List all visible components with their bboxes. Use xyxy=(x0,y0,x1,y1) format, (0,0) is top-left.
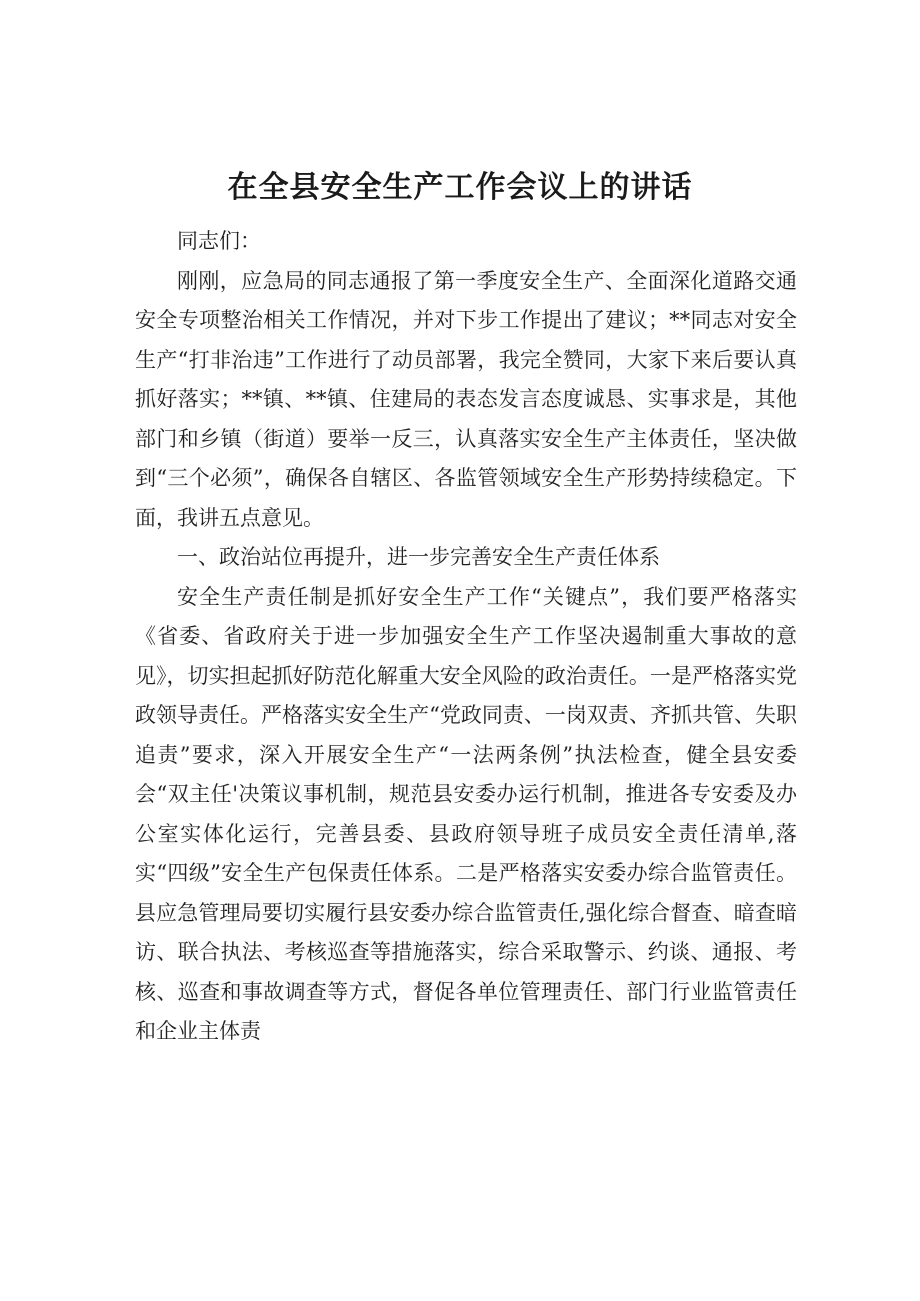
salutation: 同志们： xyxy=(177,229,261,253)
section-heading: 一、政治站位再提升，进一步完善安全生产责任体系 xyxy=(177,545,660,569)
document-title: 在全县安全生产工作会议上的讲话 xyxy=(227,170,693,205)
section-paragraph: 安全生产责任制是抓好安全生产工作“关键点”，我们要严格落实《省委、省政府关于进一步加强安全生产工作坚决遏制重大事故的意见》，切实担起抓好防范化解重大安全风险的政治责任。一是严格落实党政领导责任。严格落实安全生产“党政同责、一岗双责、齐抓共管、失职追责”要求，深入开展安全生产“一法两条例”执法检查，健全县安委会“双主任'决策议事机制，规范县安委办运行机制，推进各专安委及办公室实体化运行，完善县委、县政府领导班子成员安全责任清单,落实“四级”安全生产包保责任体系。二是严格落实安委办综合监管责任。县应急管理局要切实履行县安委办综合监管责任,强化综合督查、暗查暗访、联合执法、考核巡查等措施落实，综合采取警示、约谈、通报、考核、巡查和事故调查等方式，督促各单位管理责任、部门行业监管责任和企业主体责 xyxy=(135,584,797,1043)
document-body xyxy=(135,222,797,1052)
opening-paragraph: 刚刚，应急局的同志通报了第一季度安全生产、全面深化道路交通安全专项整治相关工作情况，并对下步工作提出了建议；**同志对安全生产“打非治违”工作进行了动员部署，我完全赞同，大家下来后要认真抓好落实；**镇、**镇、住建局的表态发言态度诚恳、实事求是，其他部门和乡镇（街道）要举一反三，认真落实安全生产主体责任，坚决做到“三个必须”，确保各自辖区、各监管领域安全生产形势持续稳定。下面，我讲五点意见。 xyxy=(135,268,797,530)
